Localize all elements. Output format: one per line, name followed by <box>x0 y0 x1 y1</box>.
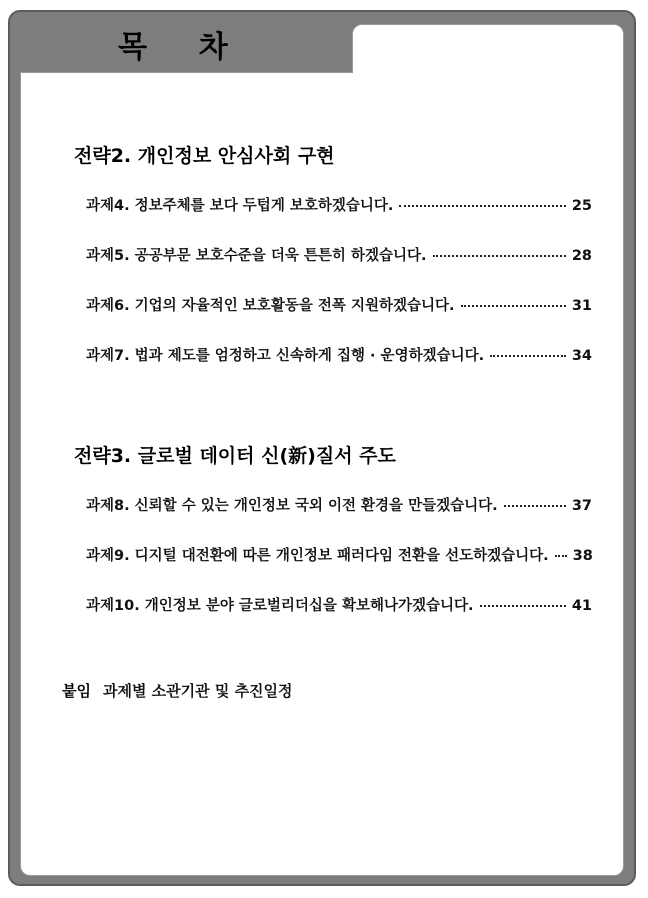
toc-entry-page: 31 <box>571 298 592 314</box>
toc-entry-label: 과제10. 개인정보 분야 글로벌리더십을 확보해나가겠습니다. <box>86 598 474 614</box>
toc-entry-page: 41 <box>571 598 592 614</box>
toc-entry[interactable] <box>86 344 592 365</box>
tab-joint <box>353 70 623 76</box>
toc-entry-label: 과제9. 디지털 대전환에 따른 개인정보 패러다임 전환을 선도하겠습니다. <box>86 548 549 564</box>
toc-entry-page: 34 <box>571 348 592 364</box>
dot-leader <box>490 355 566 357</box>
toc-entry[interactable] <box>86 594 592 615</box>
toc-entry-label: 과제7. 법과 제도를 엄정하고 신속하게 집행 · 운영하겠습니다. <box>86 348 485 364</box>
toc-entry-page: 28 <box>571 248 592 264</box>
appendix-tag: 붙임 <box>62 682 91 700</box>
dot-leader <box>480 605 566 607</box>
appendix-entry[interactable] <box>62 680 293 701</box>
toc-entry-page: 37 <box>571 498 592 514</box>
toc-entry-label: 과제4. 정보주체를 보다 두텁게 보호하겠습니다. <box>86 198 394 214</box>
dot-leader <box>399 205 565 207</box>
toc-entry[interactable] <box>86 494 592 515</box>
toc-entry[interactable] <box>86 294 592 315</box>
toc-entry-label: 과제5. 공공부문 보호수준을 더욱 튼튼히 하겠습니다. <box>86 248 427 264</box>
strategy-title: 전략2. 개인정보 안심사회 구현 <box>74 145 335 167</box>
dot-leader <box>461 305 566 307</box>
toc-entry-page: 38 <box>572 548 593 564</box>
toc-entry-label: 과제8. 신뢰할 수 있는 개인정보 국외 이전 환경을 만들겠습니다. <box>86 498 498 514</box>
dot-leader <box>504 505 566 507</box>
toc-entry[interactable] <box>86 544 592 565</box>
dot-leader <box>433 255 566 257</box>
toc-heading: 목 차 <box>118 30 230 65</box>
toc-entry[interactable] <box>86 244 592 265</box>
toc-entry-page: 25 <box>571 198 592 214</box>
toc-entry-label: 과제6. 기업의 자율적인 보호활동을 전폭 지원하겠습니다. <box>86 298 455 314</box>
content-panel <box>20 72 624 876</box>
appendix-label: 과제별 소관기관 및 추진일정 <box>102 682 293 700</box>
strategy-title: 전략3. 글로벌 데이터 신(新)질서 주도 <box>74 445 396 467</box>
dot-leader <box>555 555 567 557</box>
toc-entry[interactable] <box>86 194 592 215</box>
